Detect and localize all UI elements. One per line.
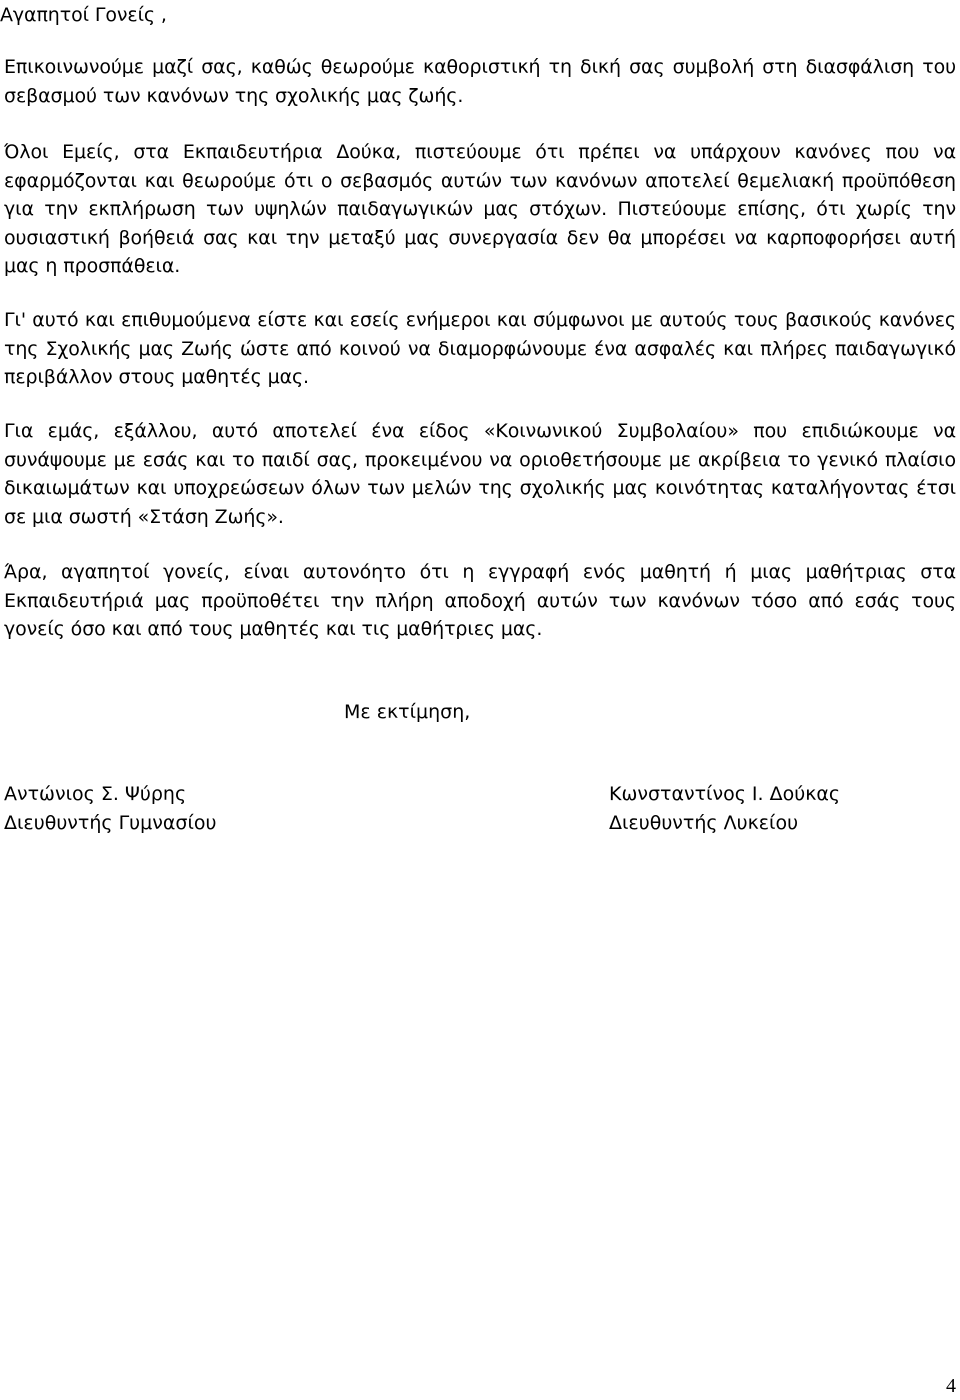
paragraph-awareness: Γι' αυτό και επιθυμούμενα είστε και εσείς ενήμεροι και σύμφωνοι με αυτούς τους βασικούς κανόνες της Σχολικής μας Ζωής ώστε από κοινού να διαμορφώνουμε ένα ασφαλές και πλήρες παιδαγωγικό περιβάλλον στους μαθητές μας. bbox=[4, 309, 956, 388]
signatory-title: Διευθυντής Λυκείου bbox=[609, 811, 799, 834]
signatory-title: Διευθυντής Γυμνασίου bbox=[4, 811, 217, 834]
paragraph-social-contract: Για εμάς, εξάλλου, αυτό αποτελεί ένα είδος «Κοινωνικού Συμβολαίου» που επιδιώκουμε να συνάψουμε με εσάς και το παιδί σας, προκειμένου να οριοθετήσουμε με ακρίβεια το γενικό πλαίσιο δικαιωμάτων και υποχρεώσεων όλων των μελών της σχολικής μας κοινότητας καταλήγοντας έτσι σε μια σωστή «Στάση Ζωής». bbox=[4, 420, 956, 528]
signatory-name: Αντώνιος Σ. Ψύρης bbox=[4, 783, 187, 805]
signatory-name: Κωνσταντίνος Ι. Δούκας bbox=[609, 783, 841, 805]
paragraph-acceptance: Άρα, αγαπητοί γονείς, είναι αυτονόητο ότι η εγγραφή ενός μαθητή ή μιας μαθήτριας στα Εκπαιδευτήριά μας προϋποθέτει την πλήρη αποδοχή αυτών των κανόνων τόσο από εσάς τους γονείς όσο και από τους μαθητές και τις μαθήτριες μας. bbox=[4, 561, 956, 640]
signature-gymnasium-director bbox=[4, 780, 217, 837]
signature-lyceum-director bbox=[609, 780, 840, 837]
closing-salutation: Με εκτίμηση, bbox=[344, 701, 471, 723]
page-number: 4 bbox=[946, 1375, 956, 1397]
greeting: Αγαπητοί Γονείς , bbox=[0, 4, 167, 26]
paragraph-intro: Επικοινωνούμε μαζί σας, καθώς θεωρούμε καθοριστική τη δική σας συμβολή στη διασφάλιση του σεβασμού των κανόνων της σχολικής μας ζωής. bbox=[4, 56, 956, 107]
paragraph-rules-importance: Όλοι Εμείς, στα Εκπαιδευτήρια Δούκα, πιστεύουμε ότι πρέπει να υπάρχουν κανόνες που να εφαρμόζονται και θεωρούμε ότι ο σεβασμός αυτών των κανόνων αποτελεί θεμελιακή προϋπόθεση για την εκπλήρωση των υψηλών παιδαγωγικών μας στόχων. Πιστεύουμε επίσης, ότι χωρίς την ουσιαστική βοήθειά σας και την μεταξύ μας συνεργασία δεν θα μπορέσει να καρποφορήσει αυτή μας η προσπάθεια. bbox=[4, 141, 956, 277]
